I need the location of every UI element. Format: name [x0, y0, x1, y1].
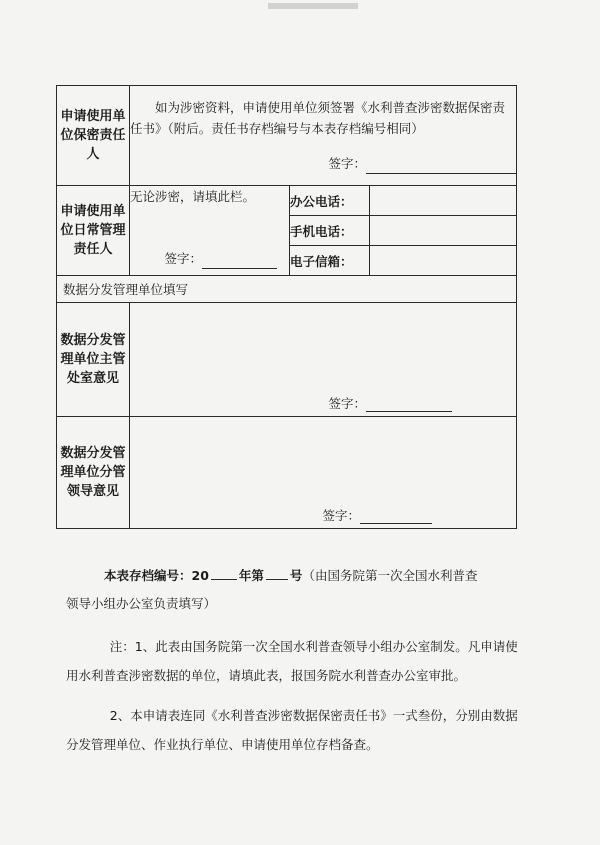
archive-line2: 领导小组办公室负责填写）	[66, 596, 217, 611]
label-security-officer: 申请使用单位保密责任人	[57, 86, 130, 186]
email-field[interactable]	[370, 246, 517, 276]
archive-suffix: （由国务院第一次全国水利普查	[302, 568, 478, 583]
label-leader-opinion: 数据分发管理单位分管领导意见	[57, 417, 130, 529]
mobile-phone-field[interactable]	[370, 216, 517, 246]
label-dept-opinion: 数据分发管理单位主管处室意见	[57, 303, 130, 417]
notes-block	[56, 632, 526, 759]
archive-num-blank[interactable]	[266, 565, 288, 580]
archive-num-text: 号	[289, 568, 303, 583]
security-officer-sign-line[interactable]	[366, 159, 516, 174]
row-section-header	[57, 276, 517, 303]
scan-mark	[268, 3, 358, 9]
row-leader-opinion	[57, 417, 517, 529]
office-phone-label: 办公电话：	[290, 186, 370, 216]
leader-opinion-sign-line[interactable]	[360, 509, 432, 524]
security-officer-sign-label: 签字：	[328, 156, 367, 171]
dept-opinion-sign-line[interactable]	[366, 397, 452, 412]
dept-opinion-cell	[130, 303, 517, 417]
section-header: 数据分发管理单位填写	[57, 276, 517, 303]
application-form-table	[56, 85, 517, 529]
archive-prefix: 本表存档编号：20	[104, 568, 209, 583]
note-1: 注：1、此表由国务院第一次全国水利普查领导小组办公室制发。凡申请使用水利普查涉密数据的单位，请填此表，报国务院水利普查办公室审批。	[66, 639, 518, 683]
label-daily-manager: 申请使用单位日常管理责任人	[57, 186, 130, 276]
daily-manager-sign-line[interactable]	[202, 254, 277, 269]
daily-manager-text: 无论涉密，请填此栏。	[130, 189, 256, 204]
row-daily-manager-1	[57, 186, 517, 216]
mobile-phone-label: 手机电话：	[290, 216, 370, 246]
security-officer-sign-row	[130, 153, 516, 174]
archive-year-text: 年第	[238, 568, 264, 583]
security-officer-cell	[130, 86, 517, 186]
note-2: 2、本申请表连同《水利普查涉密数据保密责任书》一式叁份，分别由数据分发管理单位、作业执行单位、申请使用单位存档备查。	[66, 708, 518, 752]
row-security-officer	[57, 86, 517, 186]
leader-opinion-cell	[130, 417, 517, 529]
leader-opinion-sign-label: 签字：	[322, 508, 361, 523]
daily-manager-cell	[130, 186, 290, 276]
dept-opinion-sign-label: 签字：	[328, 396, 367, 411]
archive-number-line	[56, 562, 526, 590]
email-label: 电子信箱：	[290, 246, 370, 276]
row-dept-opinion	[57, 303, 517, 417]
archive-year-blank[interactable]	[211, 565, 237, 580]
daily-manager-sign-row	[164, 248, 277, 269]
security-officer-text: 如为涉密资料，申请使用单位须签署《水利普查涉密数据保密责任书》（附后。责任书存档编号与本表存档编号相同）	[130, 100, 506, 136]
archive-number-block	[56, 562, 526, 618]
office-phone-field[interactable]	[370, 186, 517, 216]
daily-manager-sign-label: 签字：	[164, 251, 202, 266]
